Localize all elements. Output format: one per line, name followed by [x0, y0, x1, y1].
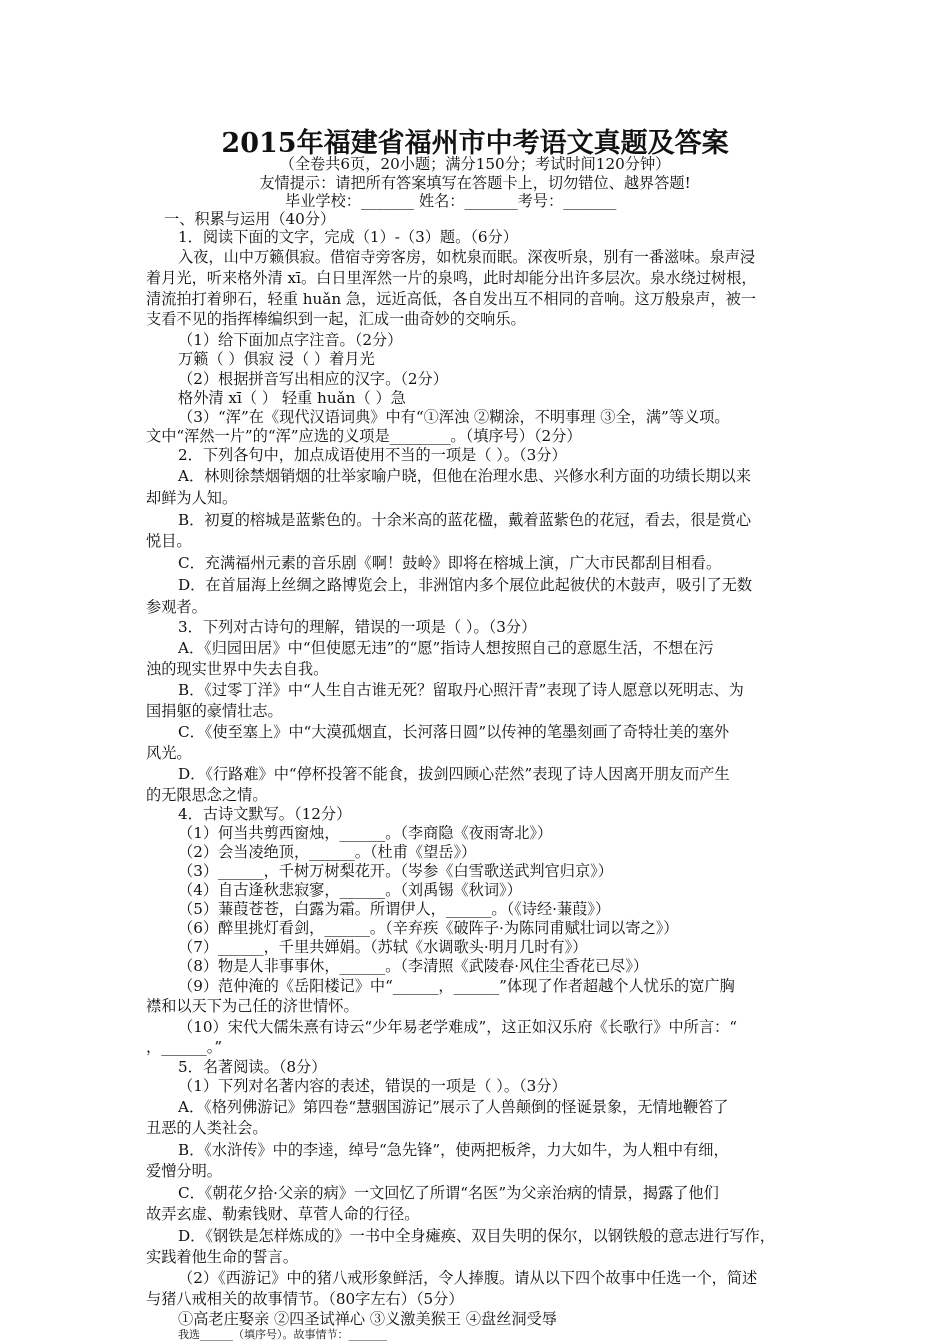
recitation-item-continued: ，______。” — [146, 1038, 223, 1056]
question-6: 6．综合性学习。（8分） — [520, 1328, 532, 1329]
option-d-continued: 实践着他生命的誓言。 — [146, 1248, 298, 1266]
option-a: A．林则徐禁烟销烟的壮举家喻户晓，但他在治理水患、兴修水利方面的功绩长期以来 — [178, 467, 751, 485]
sub-question: （2）《西游记》中的猪八戒形象鲜活，令人捧腹。请从以下四个故事中任选一个，简述 — [178, 1269, 758, 1287]
recitation-item: （6）醉里挑灯看剑，______。（辛弃疾《破阵子·为陈同甫赋壮词以寄之》） — [178, 919, 679, 937]
student-info-fields: 毕业学校：_______ 姓名：_______考号：_______ — [285, 192, 617, 210]
sub-question-continued: 文中“浑然一片”的“浑”应选的义项是________。（填序号）（2分） — [146, 427, 582, 445]
option-b-continued: 爱憎分明。 — [146, 1162, 222, 1180]
sub-question: （1）给下面加点字注音。（2分） — [178, 331, 403, 349]
option-c-continued: 风光。 — [146, 744, 192, 762]
recitation-item: （1）何当共剪西窗烛，______。（李商隐《夜雨寄北》） — [178, 824, 553, 842]
option-b-continued: 悦目。 — [146, 532, 192, 550]
page-title: 2015年福建省福州市中考语文真题及答案 — [221, 128, 729, 159]
option-c: C．《使至塞上》中“大漠孤烟直，长河落日圆”以传神的笔墨刻画了奇特壮美的塞外 — [178, 723, 730, 741]
option-c: C．充满福州元素的音乐剧《啊！鼓岭》即将在榕城上演，广大市民都刮目相看。 — [178, 554, 722, 572]
option-c: C．《朝花夕拾·父亲的病》一文回忆了所谓“名医”为父亲治病的情景，揭露了他们 — [178, 1184, 719, 1202]
option-b: B．《水浒传》中的李逵，绰号“急先锋”，使两把板斧，力大如牛，为人粗中有细， — [178, 1141, 729, 1159]
passage-line: 清流拍打着卵石，轻重 huǎn 急，远近高低，各自发出互不相同的音响。这万般泉声，被一 — [146, 290, 756, 308]
friendly-tip: 友情提示：请把所有答案填写在答题卡上，切勿错位、越界答题! — [259, 174, 691, 192]
sub-question: （2）根据拼音写出相应的汉字。（2分） — [178, 370, 448, 388]
question-5: 5．名著阅读。（8分） — [178, 1058, 327, 1076]
option-b: B．《过零丁洋》中“人生自古谁无死？留取丹心照汗青”表现了诗人愿意以死明志、为 — [178, 681, 744, 699]
recitation-item: （2）会当凌绝顶，______。（杜甫《望岳》） — [178, 843, 477, 861]
recitation-item: （7）______，千里共婵娟。（苏轼《水调歌头·明月几时有》） — [178, 938, 588, 956]
passage-line: 入夜，山中万籁俱寂。借宿寺旁客房，如枕泉而眠。深夜听泉，别有一番滋味。泉声浸 — [178, 248, 756, 266]
option-a-continued: 却鲜为人知。 — [146, 489, 238, 507]
exam-info: （全卷共6页，20小题；满分150分；考试时间120分钟） — [279, 155, 671, 173]
recitation-item: （5）蒹葭苍苍，白露为霜。所谓伊人，______。（《诗经·蒹葭》） — [178, 900, 611, 918]
question-3: 3．下列对古诗句的理解，错误的一项是（ ）。（3分） — [178, 618, 537, 636]
option-b: B．初夏的榕城是蓝紫色的。十余米高的蓝花楹，戴着蓝紫色的花冠，看去，很是赏心 — [178, 511, 752, 529]
option-a-continued: 浊的现实世界中失去自我。 — [146, 660, 329, 678]
section-heading: 一、积累与运用（40分） — [164, 210, 336, 228]
passage-line: 为营造“走近青运、参与青运、奉献青运”的氛围，学校开展“为青运加油 为福州喝 — [520, 1314, 556, 1315]
option-d: D．在首届海上丝绸之路博览会上，非洲馆内多个展位此起彼伏的木鼓声，吸引了无数 — [178, 576, 753, 594]
question-2: 2．下列各句中，加点成语使用不当的一项是（ ）。（3分） — [178, 446, 567, 464]
recitation-item: （9）范仲淹的《岳阳楼记》中“______，______”体现了作者超越个人忧乐的宽广胸 — [178, 977, 735, 995]
sub-question: （1）下列对名著内容的表述，错误的一项是（ ）。（3分） — [178, 1077, 567, 1095]
option-d-continued: 的无限思念之情。 — [146, 786, 268, 804]
option-d: D．《行路难》中“停杯投箸不能食，拔剑四顾心茫然”表现了诗人因离开朋友而产生 — [178, 765, 730, 783]
answer-blank-line: 万籁（ ）俱寂 浸（ ）着月光 — [178, 350, 375, 368]
recitation-item: （4）自古逢秋悲寂寥，______。（刘禹锡《秋词》） — [178, 881, 522, 899]
answer-line: 我选______（填序号）。故事情节：_______ — [178, 1328, 387, 1341]
recitation-item: （10）宋代大儒朱熹有诗云“少年易老学难成”，这正如汉乐府《长歌行》中所言：“ — [178, 1018, 737, 1036]
option-b-continued: 国捐躯的豪情壮志。 — [146, 702, 283, 720]
question-4: 4．古诗文默写。（12分） — [178, 805, 352, 823]
option-d-continued: 参观者。 — [146, 598, 207, 616]
option-a: A．《格列佛游记》第四卷“慧骃国游记”展示了人兽颠倒的怪诞景象，无情地鞭笞了 — [178, 1098, 729, 1116]
option-d: D．《钢铁是怎样炼成的》一书中全身瘫痪、双目失明的保尔，以钢铁般的意志进行写作， — [178, 1227, 775, 1245]
recitation-item: （3）______，千树万树梨花开。（岑参《白雪歌送武判官归京》） — [178, 862, 613, 880]
passage-line: 着月光，听来格外清 xī。白日里浑然一片的泉鸣，此时却能分出许多层次。泉水绕过树根， — [146, 269, 757, 287]
recitation-item-continued: 襟和以天下为己任的济世情怀。 — [146, 997, 359, 1015]
sub-question: （3）“浑”在《现代汉语词典》中有“①浑浊 ②糊涂，不明事理 ③全，满”等义项。 — [178, 408, 730, 426]
option-a: A．《归园田居》中“但使愿无违”的“愿”指诗人想按照自己的意愿生活，不想在污 — [178, 639, 714, 657]
answer-blank-line: 格外清 xī（ ） 轻重 huǎn（ ）急 — [178, 389, 406, 407]
option-c-continued: 故弄玄虚、勒索钱财、草菅人命的行径。 — [146, 1205, 420, 1223]
recitation-item: （8）物是人非事事休，______。（李清照《武陵春·风住尘香花已尽》） — [178, 957, 649, 975]
passage-line: 支看不见的指挥棒编织到一起，汇成一曲奇妙的交响乐。 — [146, 310, 526, 328]
story-options: ①高老庄娶亲 ②四圣试禅心 ③义激美猴王 ④盘丝洞受辱 — [178, 1310, 557, 1328]
sub-question-continued: 与猪八戒相关的故事情节。（80字左右）（5分） — [146, 1290, 464, 1308]
option-a-continued: 丑恶的人类社会。 — [146, 1119, 268, 1137]
question-1: 1．阅读下面的文字，完成（1）-（3）题。（6分） — [178, 228, 518, 246]
